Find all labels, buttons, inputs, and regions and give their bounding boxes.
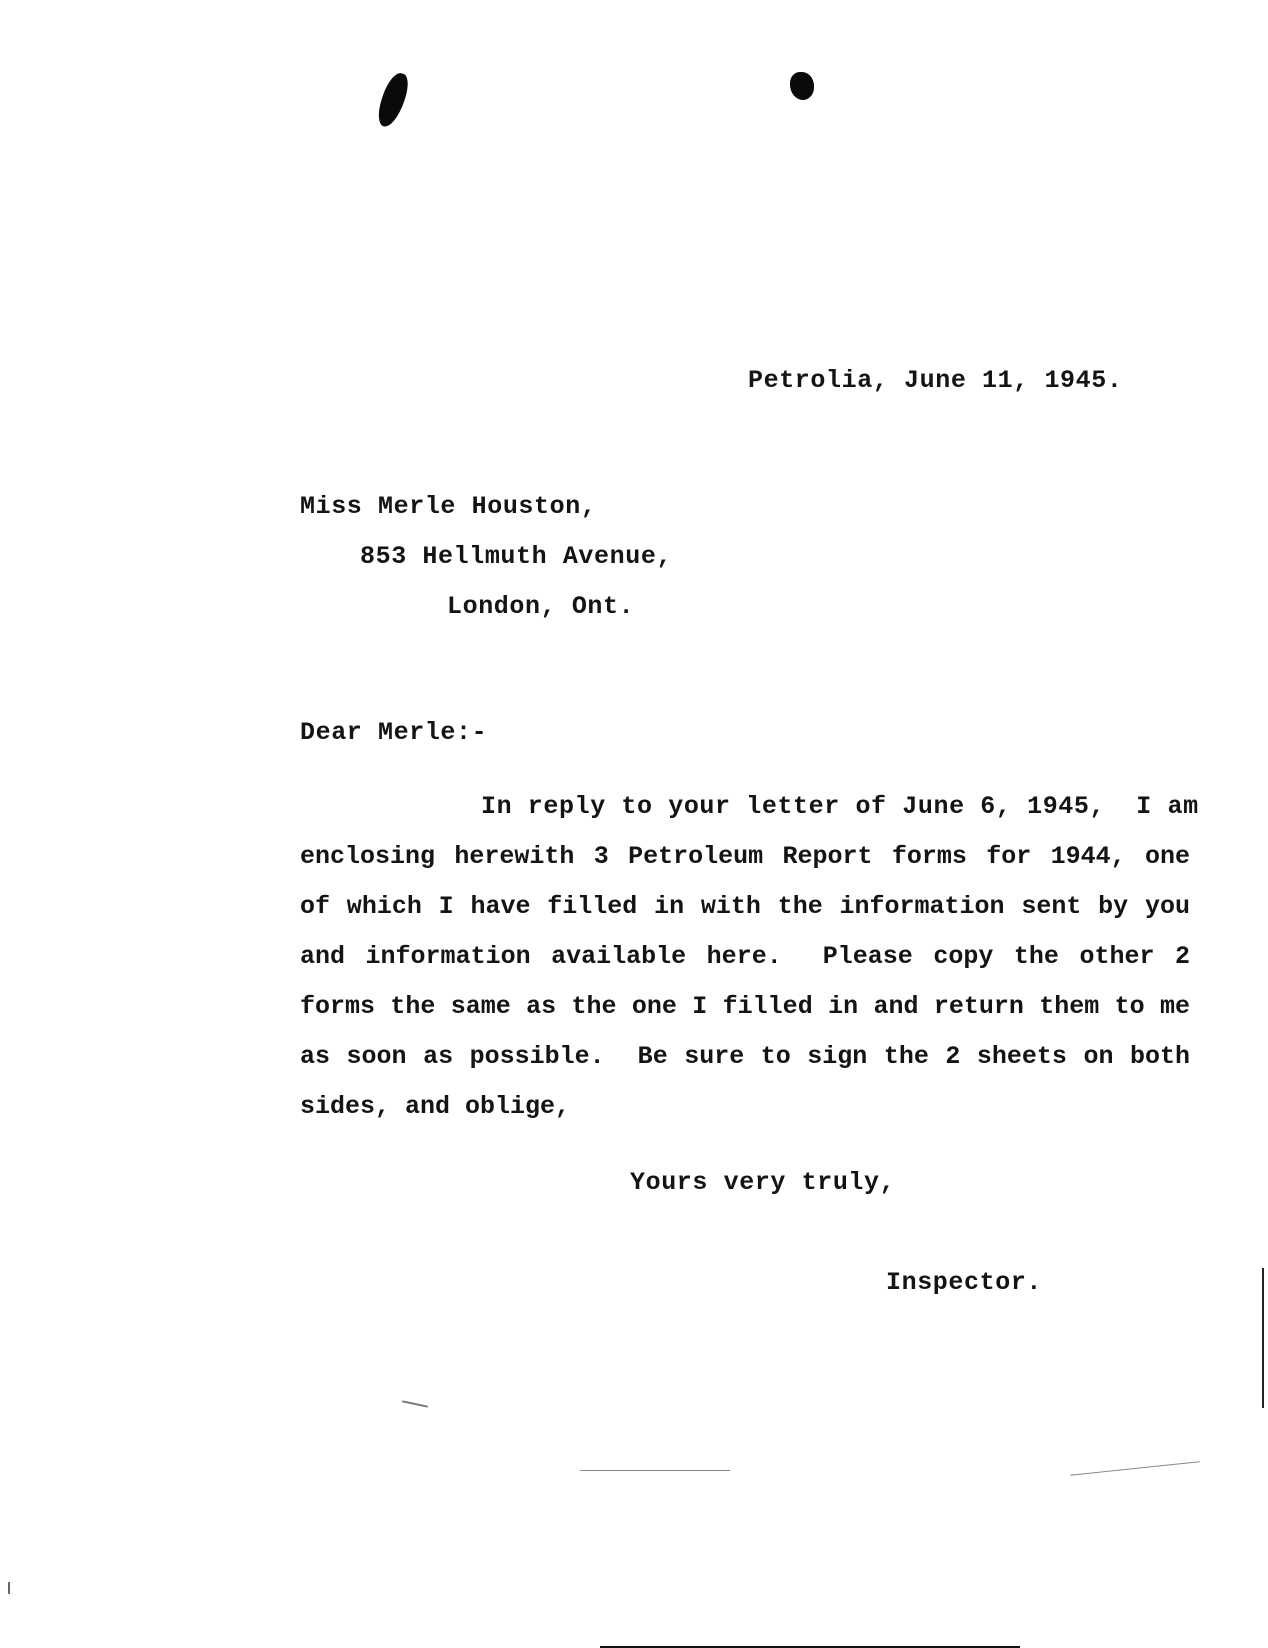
closing: Yours very truly,	[630, 1168, 896, 1197]
body-line: In reply to your letter of June 6, 1945, I am	[481, 792, 1199, 821]
scan-mark	[1070, 1461, 1199, 1476]
body-line: sides, and oblige,	[300, 1092, 571, 1121]
punch-hole-mark-right	[790, 72, 814, 100]
body-line: and information available here. Please copy the other 2	[300, 942, 1190, 971]
recipient-city: London, Ont.	[447, 592, 635, 621]
signature-title: Inspector.	[886, 1268, 1043, 1297]
recipient-street: 853 Hellmuth Avenue,	[360, 542, 673, 571]
scan-mark	[1262, 1268, 1264, 1408]
scan-mark	[580, 1470, 730, 1471]
salutation: Dear Merle:-	[300, 718, 488, 747]
body-line: forms the same as the one I filled in and return them to me	[300, 992, 1190, 1021]
body-line: of which I have filled in with the information sent by you	[300, 892, 1190, 921]
body-line: enclosing herewith 3 Petroleum Report forms for 1944, one	[300, 842, 1190, 871]
punch-hole-mark-left	[374, 70, 412, 130]
body-line: as soon as possible. Be sure to sign the 2 sheets on both	[300, 1042, 1190, 1071]
recipient-name: Miss Merle Houston,	[300, 492, 597, 521]
scan-mark	[8, 1582, 10, 1594]
dateline: Petrolia, June 11, 1945.	[748, 366, 1123, 395]
scan-mark	[402, 1400, 428, 1407]
